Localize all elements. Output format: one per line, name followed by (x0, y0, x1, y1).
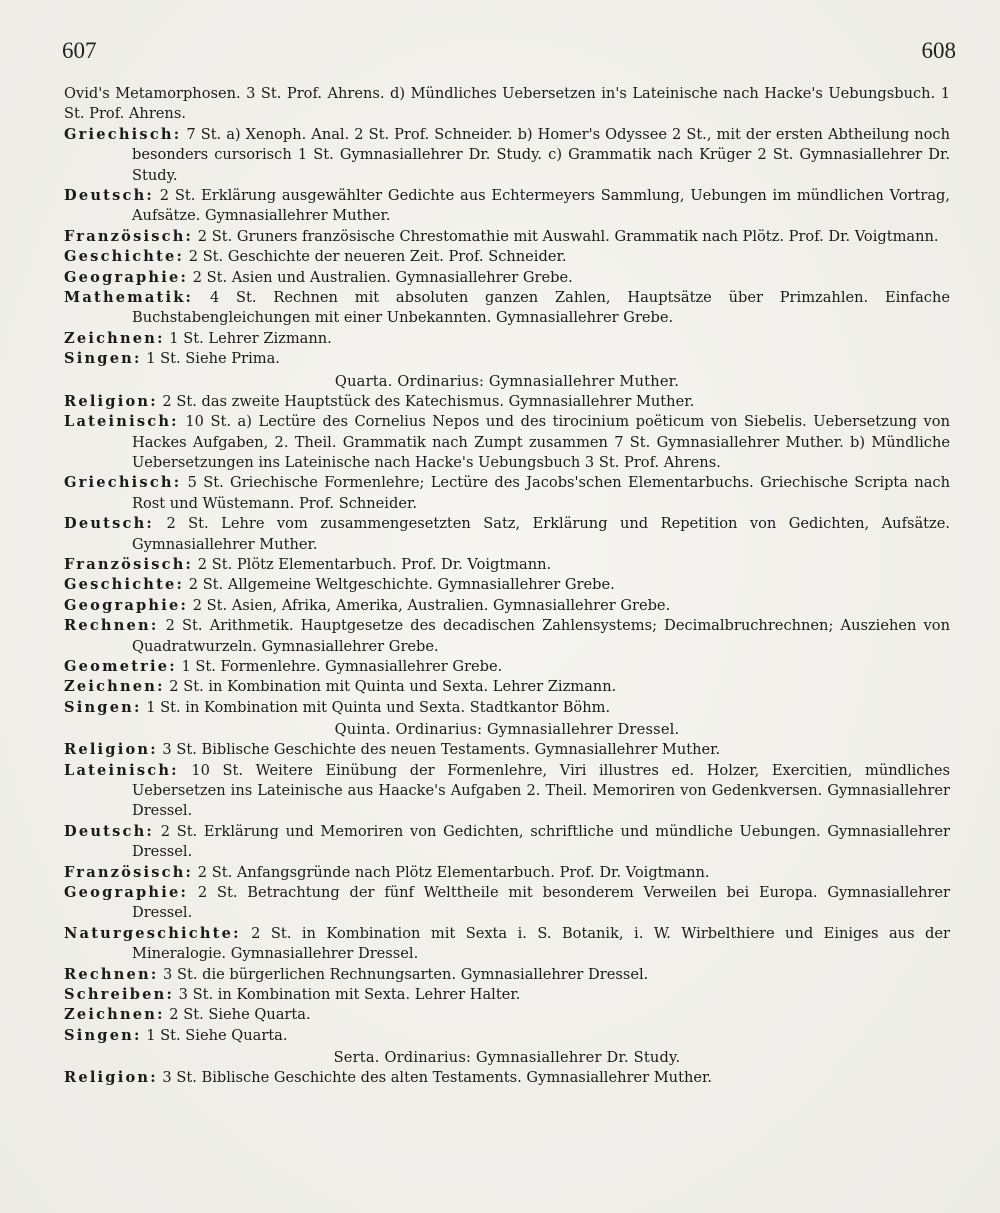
subject-description: 2 St. Erklärung und Memoriren von Gedichten, schriftliche und mündliche Uebungen. Gymnasiallehrer Dressel. (132, 822, 950, 861)
subject-entry (64, 677, 950, 697)
subject-entry (64, 473, 950, 514)
subject-name: Singen: (64, 1026, 142, 1044)
subject-description: 4 St. Rechnen mit absoluten ganzen Zahlen, Hauptsätze über Primzahlen. Einfache Buchstabengleichungen mit einer Unbekannten. Gymnasiallehrer Grebe. (132, 289, 950, 327)
subject-name: Religion: (64, 392, 158, 410)
subject-entry (64, 268, 950, 288)
subject-name: Deutsch: (64, 515, 154, 533)
subject-name: Französisch: (64, 227, 194, 245)
subject-entry (64, 329, 950, 349)
subject-description: 3 St. Biblische Geschichte des alten Testaments. Gymnasiallehrer Muther. (157, 1069, 712, 1087)
subject-name: Naturgeschichte: (64, 924, 241, 942)
subject-entry (64, 657, 950, 677)
subject-description: Ovid's Metamorphosen. 3 St. Prof. Ahrens. d) Mündliches Uebersetzen in's Lateinische nach Hacke's Uebungsbuch. 1 St. Prof. Ahrens. (64, 85, 950, 123)
subject-entry (64, 1026, 950, 1046)
subject-entry (64, 822, 950, 863)
subject-name: Religion: (64, 1069, 158, 1087)
subject-name: Griechisch: (64, 125, 182, 143)
subject-description: 2 St. Asien und Australien. Gymnasiallehrer Grebe. (188, 268, 573, 286)
subject-name: Lateinisch: (64, 413, 179, 431)
subject-name: Griechisch: (64, 474, 182, 492)
section-heading: Quinta. Ordinarius: Gymnasiallehrer Dressel. (334, 721, 680, 739)
subject-entry (64, 883, 950, 924)
subject-description: 2 St. Arithmetik. Hauptgesetze des decadischen Zahlensystems; Decimalbruchrechnen; Ausziehen von Quadratwurzeln. Gymnasiallehrer Grebe. (132, 617, 950, 655)
subject-name: Geschichte: (64, 576, 185, 594)
subject-description: 2 St. Erklärung ausgewählter Gedichte aus Echtermeyers Sammlung, Uebungen im mündlichen Vortrag, Aufsätze. Gymnasiallehrer Muther. (132, 187, 950, 225)
subject-description: 2 St. Allgemeine Weltgeschichte. Gymnasiallehrer Grebe. (184, 576, 615, 594)
subject-entry (64, 227, 950, 247)
subject-description: 1 St. Formenlehre. Gymnasiallehrer Grebe. (176, 657, 503, 675)
subject-name: Deutsch: (64, 822, 154, 840)
subject-name: Rechnen: (64, 965, 159, 983)
subject-description: 2 St. in Kombination mit Sexta i. S. Botanik, i. W. Wirbelthiere und Einiges aus der Mineralogie. Gymnasiallehrer Dressel. (132, 924, 950, 963)
subject-entry (64, 288, 950, 329)
subject-entry (64, 761, 950, 822)
subject-entry (64, 514, 950, 555)
subject-name: Rechnen: (64, 617, 159, 635)
subject-description: 2 St. Betrachtung der fünf Welttheile mit besonderem Verweilen bei Europa. Gymnasiallehrer Dressel. (132, 884, 950, 922)
subject-name: Geschichte: (64, 248, 185, 266)
subject-name: Zeichnen: (64, 678, 165, 696)
subject-description: 2 St. Gruners französische Chrestomathie mit Auswahl. Grammatik nach Plötz. Prof. Dr. Voigtmann. (193, 227, 939, 245)
subject-entry (64, 863, 950, 883)
subject-name: Deutsch: (64, 187, 154, 205)
subject-name: Schreiben: (64, 986, 175, 1004)
subject-description: 2 St. Plötz Elementarbuch. Prof. Dr. Voigtmann. (193, 555, 552, 573)
subject-description: 1 St. Siehe Prima. (141, 350, 280, 368)
subject-description: 1 St. Lehrer Zizmann. (164, 329, 332, 347)
subject-entry (64, 349, 950, 369)
section-heading: Quarta. Ordinarius: Gymnasiallehrer Muther. (334, 372, 680, 390)
subject-entry (64, 985, 950, 1005)
subject-description: 2 St. Geschichte der neueren Zeit. Prof. Schneider. (184, 248, 567, 266)
subject-description: 2 St. das zweite Hauptstück des Katechismus. Gymnasiallehrer Muther. (157, 392, 695, 410)
subject-name: Lateinisch: (64, 761, 179, 779)
page-number-right: 608 (921, 38, 956, 63)
subject-description: 5 St. Griechische Formenlehre; Lectüre des Jacobs'schen Elementarbuchs. Griechische Scripta nach Rost und Wüstemann. Prof. Schneider. (132, 474, 950, 512)
subject-description: 3 St. die bürgerlichen Rechnungsarten. Gymnasiallehrer Dressel. (158, 965, 649, 983)
subject-name: Geographie: (64, 884, 189, 902)
subject-entry (64, 1005, 950, 1025)
subject-entry (64, 247, 950, 267)
subject-name: Mathematik: (64, 289, 194, 307)
page-body-text (64, 84, 950, 1089)
subject-description: 2 St. Asien, Afrika, Amerika, Australien. Gymnasiallehrer Grebe. (188, 596, 671, 614)
subject-description: 10 St. a) Lectüre des Cornelius Nepos und des tirocinium poëticum von Siebelis. Uebersetzung von Hackes Aufgaben, 2. Theil. Grammatik nach Zumpt zusammen 7 St. Gymnasiallehrer Muther. b) Mündliche Uebersetzungen ins Lateinische nach Hacke's Uebungsbuch 3 St. Prof. Ahrens. (132, 413, 950, 471)
subject-name: Singen: (64, 350, 142, 368)
subject-description: 2 St. in Kombination mit Quinta und Sexta. Lehrer Zizmann. (164, 678, 617, 696)
subject-name: Zeichnen: (64, 329, 165, 347)
subject-description: 10 St. Weitere Einübung der Formenlehre, Viri illustres ed. Holzer, Exercitien, mündliches Uebersetzen ins Lateinische aus Haacke's Aufgaben 2. Theil. Memoriren von Gedenkversen. Gymnasiallehrer Dressel. (132, 761, 950, 820)
subject-name: Geographie: (64, 596, 189, 614)
subject-entry (64, 740, 950, 760)
continued-paragraph (64, 84, 950, 125)
subject-entry (64, 924, 950, 965)
subject-description: 2 St. Siehe Quarta. (164, 1006, 311, 1024)
subject-entry (64, 616, 950, 657)
subject-description: 3 St. in Kombination mit Sexta. Lehrer Halter. (174, 986, 521, 1004)
subject-entry (64, 412, 950, 473)
subject-description: 3 St. Biblische Geschichte des neuen Testaments. Gymnasiallehrer Muther. (157, 741, 721, 759)
subject-entry (64, 392, 950, 412)
subject-entry (64, 555, 950, 575)
subject-description: 7 St. a) Xenoph. Anal. 2 St. Prof. Schneider. b) Homer's Odyssee 2 St., mit der ersten Abtheilung noch besonders cursorisch 1 St. Gymnasiallehrer Dr. Study. c) Grammatik nach Krüger 2 St. Gymnasiallehrer Dr. Study. (132, 125, 950, 184)
subject-entry (64, 125, 950, 186)
subject-name: Französisch: (64, 555, 194, 573)
subject-description: 1 St. Siehe Quarta. (141, 1026, 288, 1044)
subject-description: 2 St. Lehre vom zusammengesetzten Satz, Erklärung und Repetition von Gedichten, Aufsätze. Gymnasiallehrer Muther. (132, 515, 950, 553)
subject-description: 1 St. in Kombination mit Quinta und Sexta. Stadtkantor Böhm. (141, 698, 611, 716)
subject-entry (64, 1068, 950, 1088)
subject-description: 2 St. Anfangsgründe nach Plötz Elementarbuch. Prof. Dr. Voigtmann. (193, 863, 710, 881)
subject-entry (64, 965, 950, 985)
subject-entry (64, 186, 950, 227)
subject-entry (64, 596, 950, 616)
page-number-left: 607 (62, 38, 97, 63)
section-heading: Serta. Ordinarius: Gymnasiallehrer Dr. Study. (333, 1049, 681, 1067)
subject-name: Singen: (64, 698, 142, 716)
subject-entry (64, 575, 950, 595)
subject-name: Französisch: (64, 863, 194, 881)
subject-name: Religion: (64, 741, 158, 759)
subject-name: Geographie: (64, 268, 189, 286)
subject-name: Zeichnen: (64, 1006, 165, 1024)
subject-entry (64, 698, 950, 718)
subject-name: Geometrie: (64, 657, 177, 675)
